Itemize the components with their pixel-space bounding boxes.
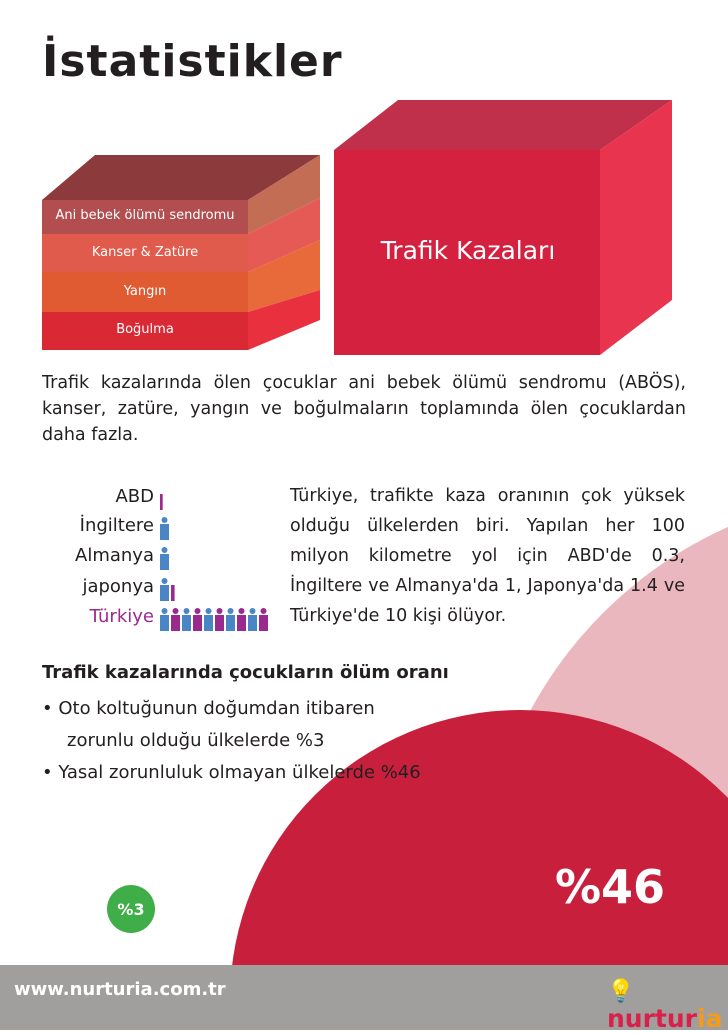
person-icon <box>160 517 169 540</box>
logo-text-main: nurtur <box>607 1004 698 1033</box>
country-label-japan: japonya <box>82 576 154 597</box>
footer-url-link[interactable]: www.nurturia.com.tr <box>14 979 226 1000</box>
big-cube-label: Trafik Kazaları <box>380 236 556 265</box>
layer-label-drowning: Boğulma <box>116 322 174 337</box>
layer-label-cancer: Kanser & Zatüre <box>91 245 199 260</box>
person-icon <box>171 608 180 631</box>
pct3-badge: %3 <box>107 885 155 933</box>
person-icon <box>160 608 169 631</box>
person-icon <box>204 608 213 631</box>
layer-label-sids: Ani bebek ölümü sendromu <box>55 208 235 223</box>
bullet-2: • Yasal zorunluluk olmayan ülkelerde %46 <box>42 762 421 783</box>
person-icon <box>226 608 235 631</box>
person-icon <box>215 608 224 631</box>
country-label-usa: ABD <box>115 486 154 507</box>
layer-label-fire: Yangın <box>123 284 167 299</box>
pct46-label: %46 <box>554 860 666 914</box>
person-icon <box>248 608 257 631</box>
person-icon <box>193 608 202 631</box>
country-label-turkey: Türkiye <box>89 606 154 627</box>
stacked-cube <box>0 0 728 370</box>
bullet-1: • Oto koltuğunun doğumdan itibaren <box>42 698 375 719</box>
page-title: İstatistikler <box>42 36 343 87</box>
rate-title: Trafik kazalarında çocukların ölüm oranı <box>42 662 449 683</box>
people-icons <box>158 482 278 632</box>
country-label-uk: İngiltere <box>79 515 154 536</box>
bulb-icon: 💡 <box>607 979 635 1004</box>
person-icon <box>160 578 169 601</box>
person-icon <box>259 608 268 631</box>
turkey-paragraph: Türkiye, trafikte kaza oranının çok yüksek olduğu ülkelerden biri. Yapılan her 100 milyon kilometre yol için ABD'de 0.3, İngiltere ve Almanya'da 1, Japonya'da 1.4 ve Türkiye'de 10 kişi ölüyor. <box>290 486 685 626</box>
intro-paragraph: Trafik kazalarında ölen çocuklar ani bebek ölümü sendromu (ABÖS), kanser, zatüre, yangın ve boğulmaların toplamında ölen çocuklardan daha fazla. <box>42 373 686 445</box>
person-icon <box>160 547 169 570</box>
person-icon <box>160 494 163 510</box>
nurturia-logo <box>607 975 728 1033</box>
bullet-1-cont: zorunlu olduğu ülkelerde %3 <box>67 730 325 751</box>
person-icon <box>237 608 246 631</box>
person-icon <box>171 585 175 601</box>
country-label-germany: Almanya <box>75 545 154 566</box>
person-icon <box>182 608 191 631</box>
logo-text-accent: ia <box>697 1004 723 1033</box>
